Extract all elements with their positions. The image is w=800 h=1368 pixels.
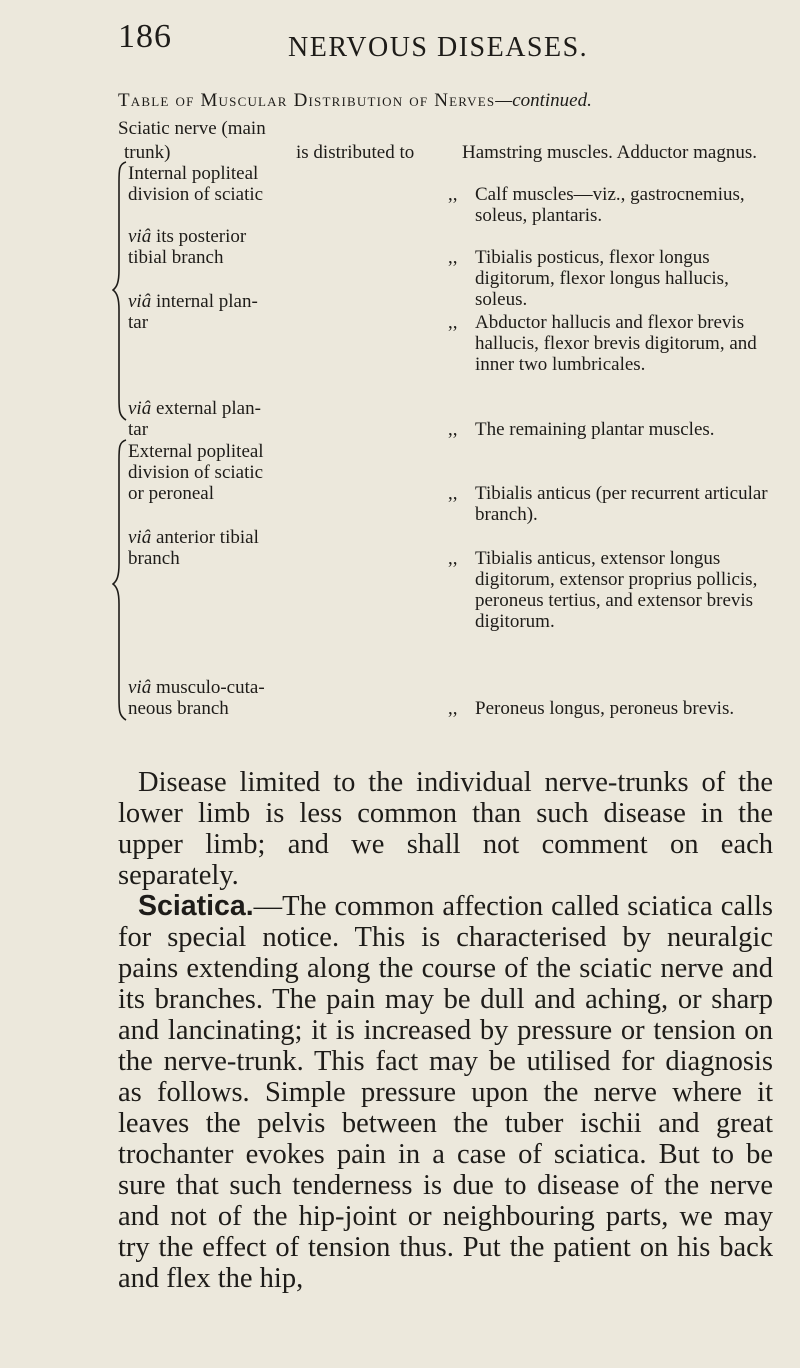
via-label: viâ bbox=[128, 677, 152, 698]
nerve-name-line: External popliteal bbox=[128, 441, 264, 462]
nerve-name-line: division of sciatic bbox=[128, 462, 264, 483]
via-label: viâ bbox=[128, 527, 152, 548]
nerve-name-line: viâ musculo-cuta- bbox=[128, 677, 265, 698]
table-caption-continued: —continued. bbox=[495, 90, 592, 111]
body-text bbox=[118, 767, 773, 1294]
section-heading: Sciatica. bbox=[138, 890, 254, 922]
paragraph: Disease limited to the individual nerve-trunks of the lower limb is less common than such disease in the upper limb; and we shall not comment on each separately. bbox=[118, 767, 773, 891]
muscle-list: Peroneus longus, peroneus brevis. bbox=[475, 698, 735, 719]
ditto-mark: ,, bbox=[448, 312, 458, 333]
distribution-phrase: is distributed to bbox=[296, 142, 415, 163]
nerve-name-line: viâ anterior tibial bbox=[128, 527, 259, 548]
paragraph bbox=[118, 891, 773, 1294]
ditto-mark: ,, bbox=[448, 698, 458, 719]
muscle-list: The remaining plantar muscles. bbox=[475, 419, 715, 440]
ditto-mark: ,, bbox=[448, 247, 458, 268]
muscle-list: Tibialis posticus, flexor longus digitorum, flexor longus hallucis, soleus. bbox=[475, 247, 729, 310]
ditto-mark: ,, bbox=[448, 548, 458, 569]
muscle-list: Tibialis anticus (per recurrent articular branch). bbox=[475, 483, 768, 525]
muscle-list: Calf muscles—viz., gastrocnemius, soleus, plantaris. bbox=[475, 184, 745, 226]
paragraph-text: —The common affection called sciatica calls for special notice. This is characterised by neuralgic pains extending along the course of the sciatic nerve and its branches. The pain may be dull and aching, or sharp and lancinating; it is increased by pressure or tension on the nerve-trunk. This fact may be utilised for diagnosis as follows. Simple pressure upon the nerve where it leaves the pelvis between the tuber ischii and great trochanter evokes pain in a case of sciatica. But to be sure that such tenderness is due to disease of the nerve and not of the hip-joint or neighbouring parts, we may try the effect of tension thus. Put the patient on his back and flex the hip, bbox=[118, 891, 773, 1294]
nerve-name-line: trunk) bbox=[124, 142, 171, 163]
left-brace-internal-popliteal bbox=[112, 160, 128, 422]
ditto-mark: ,, bbox=[448, 483, 458, 504]
nerve-name-line: tar bbox=[128, 419, 149, 440]
via-label: viâ bbox=[128, 291, 152, 312]
left-brace-external-popliteal bbox=[112, 438, 128, 722]
ditto-mark: ,, bbox=[448, 419, 458, 440]
table-caption bbox=[118, 90, 798, 112]
nerve-name-line: branch bbox=[128, 548, 180, 569]
nerve-name-line: tibial branch bbox=[128, 247, 224, 268]
page-header bbox=[0, 14, 800, 74]
muscle-list: Tibialis anticus, extensor longus digitorum, extensor proprius pollicis, peroneus tertius, and extensor brevis digitorum. bbox=[475, 548, 758, 632]
table-caption-text: Table of Muscular Distribution of Nerves bbox=[118, 90, 496, 111]
via-label: viâ bbox=[128, 226, 152, 247]
nerve-name-line: neous branch bbox=[128, 698, 229, 719]
nerve-name-line: tar bbox=[128, 312, 149, 333]
nerve-name-line: Internal popliteal bbox=[128, 163, 259, 184]
running-head: NERVOUS DISEASES. bbox=[288, 32, 589, 63]
nerve-name-line: viâ its posterior bbox=[128, 226, 247, 247]
nerve-name-line: division of sciatic bbox=[128, 184, 264, 205]
page-number: 186 bbox=[118, 18, 172, 55]
nerve-name-line: viâ external plan- bbox=[128, 398, 261, 419]
nerve-name-line: Sciatic nerve (main bbox=[118, 118, 266, 139]
muscle-list: Hamstring muscles. Adductor magnus. bbox=[462, 142, 757, 163]
nerve-name-line: or peroneal bbox=[128, 483, 214, 504]
muscle-list: Abductor hallucis and flexor brevis hallucis, flexor brevis digitorum, and inner two lumbricales. bbox=[475, 312, 757, 375]
nerve-name-line: viâ internal plan- bbox=[128, 291, 258, 312]
via-label: viâ bbox=[128, 398, 152, 419]
ditto-mark: ,, bbox=[448, 184, 458, 205]
